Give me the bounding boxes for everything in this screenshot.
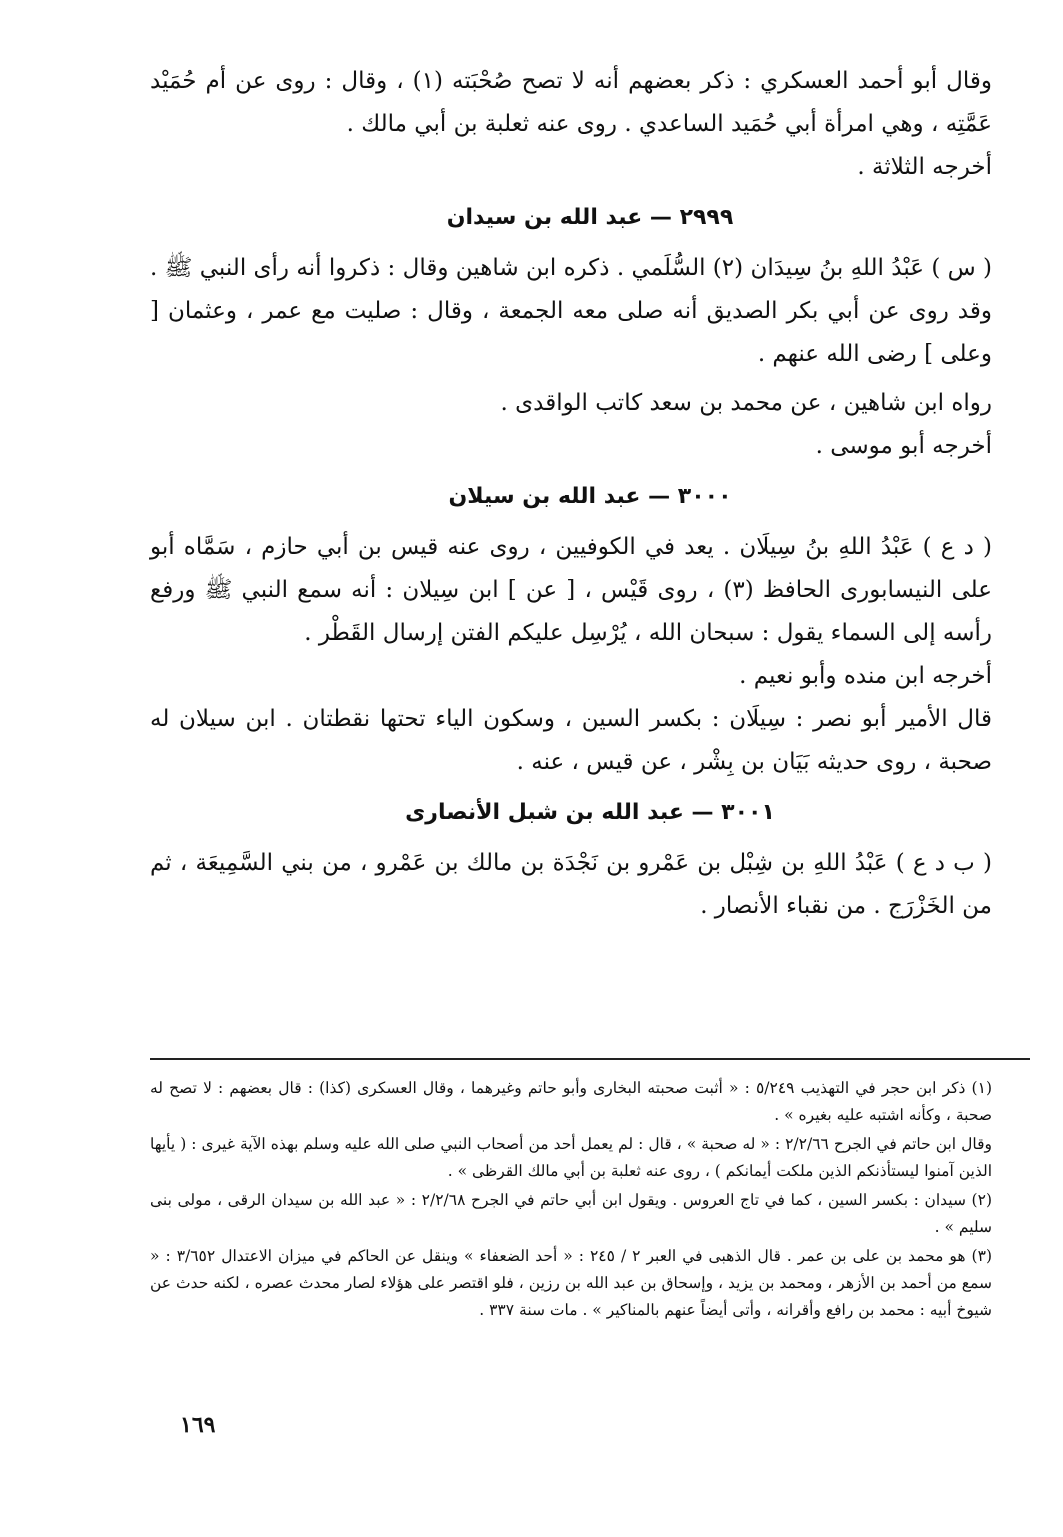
entry-heading-3000: ٣٠٠٠ — عبد الله بن سيلان bbox=[448, 484, 732, 509]
footnote-3: (٣) هو محمد بن على بن عمر . قال الذهبى في العبر ٢ / ٢٤٥ : « أحد الضعفاء » وينقل عن الحاكم في ميزان الاعتدال ٣/٦٥٢ : « سمع من أحمد بن الأزهر ، ومحمد بن يزيد ، وإسحاق بن عبد الله بن رزين ، فلو اقتصر على هؤلاء لصار محدث عصره ، لكنه حدث عن شيوخ أبيه : محمد بن رافع وأقرانه ، وأتى أيضاً عنهم بالمناكير » . مات سنة ٣٣٧ . bbox=[150, 1247, 992, 1319]
footnote-1: (١) ذكر ابن حجر في التهذيب ٥/٢٤٩ : « أثبت صحبته البخارى وأبو حاتم وغيرهما ، وقال العسكرى (كذا) : قال بعضهم : لا تصح له صحبة ، وكأنه اشتبه عليه بغيره » . bbox=[150, 1079, 992, 1124]
entry-heading-3001: ٣٠٠١ — عبد الله بن شبل الأنصارى bbox=[405, 800, 775, 825]
entry-3000-note: قال الأمير أبو نصر : سِيلَان : بكسر السين ، وسكون الياء تحتها نقطتان . ابن سيلان له صحبة ، روى حديثه بَيَان بن بِشْر ، عن قيس ، عنه . bbox=[150, 706, 992, 775]
intro-paragraph: وقال أبو أحمد العسكري : ذكر بعضهم أنه لا تصح صُحْبَته (١) ، وقال : روى عن أم حُمَيْد عَمَّتِه ، وهي امرأة أبي حُمَيد الساعدي . روى عنه ثعلبة بن أبي مالك . bbox=[150, 68, 992, 137]
footnote-2: (٢) سيدان : بكسر السين ، كما في تاج العروس . ويقول ابن أبي حاتم في الجرح ٢/٢/٦٨ : « عبد الله بن سيدان الرقى ، مولى بنى سليم » . bbox=[150, 1191, 992, 1236]
intro-takhrij: أخرجه الثلاثة . bbox=[857, 154, 992, 180]
page-number: ١٦٩ bbox=[180, 1412, 216, 1438]
entry-heading-2999: ٢٩٩٩ — عبد الله بن سيدان bbox=[446, 205, 734, 230]
entry-3000-paragraph: ( د ع ) عَبْدُ اللهِ بنُ سِيلَان . يعد في الكوفيين ، روى عنه قيس بن أبي حازم ، سَمَّاه أبو على النيسابورى الحافظ (٣) ، روى قَيْس ، [ عن ] ابن سِيلان : أنه سمع النبي ﷺ ورفع رأسه إلى السماء يقول : سبحان الله ، يُرْسِل عليكم الفتن إرسال القَطْر . bbox=[150, 534, 992, 646]
entry-2999-riwaya: رواه ابن شاهين ، عن محمد بن سعد كاتب الواقدى . bbox=[500, 390, 992, 416]
book-page bbox=[150, 60, 1030, 1500]
entry-2999-paragraph: ( س ) عَبْدُ اللهِ بنُ سِيدَان (٢) السُّلَمي . ذكره ابن شاهين وقال : ذكروا أنه رأى النبي ﷺ . وقد روى عن أبي بكر الصديق أنه صلى معه الجمعة ، وقال : صليت مع عمر ، وعثمان [ وعلى ] رضى الله عنهم . bbox=[150, 255, 992, 367]
entry-3001-paragraph: ( ب د ع ) عَبْدُ اللهِ بن شِبْل بن عَمْرو بن نَجْدَة بن مالك بن عَمْرو ، من بني السَّمِيعَة ، ثم من الخَزْرَج . من نقباء الأنصار . bbox=[150, 850, 992, 919]
entry-3000-takhrij: أخرجه ابن منده وأبو نعيم . bbox=[739, 663, 992, 689]
footnotes-section bbox=[150, 1075, 1030, 1326]
footnote-1-continued: وقال ابن حاتم في الجرح ٢/٢/٦٦ : « له صحبة » ، قال : لم يعمل أحد من أصحاب النبي صلى الله عليه وسلم بهذه الآية غيرى : ( يأيها الذين آمنوا ليستأذنكم الذين ملكت أيمانكم ) ، روى عنه ثعلبة بن أبي مالك القرظى » . bbox=[150, 1135, 992, 1180]
entry-2999-takhrij: أخرجه أبو موسى . bbox=[815, 433, 992, 459]
footnote-divider bbox=[150, 1058, 1030, 1060]
